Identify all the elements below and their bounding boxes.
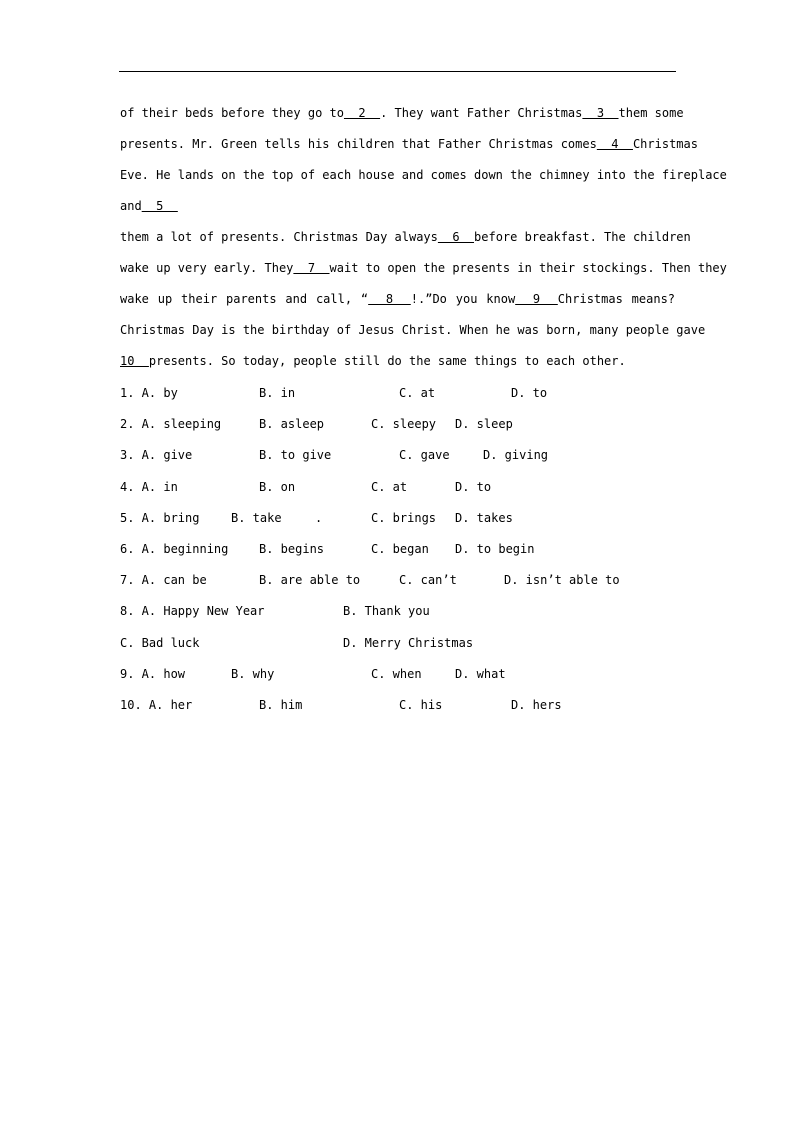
blank-6: 6 xyxy=(437,230,475,244)
passage-line-7: wake up their parents and call, “ 8 !.”Do you know 9 Christmas means? xyxy=(120,292,676,306)
passage-line-9: 10 presents. So today, people still do the same things to each other. xyxy=(120,354,626,368)
passage-line-4: and 5 xyxy=(120,199,178,213)
blank-10: 10 xyxy=(120,354,149,368)
blank-9: 9 xyxy=(515,292,558,306)
passage xyxy=(120,98,727,377)
option-row-7: 7. A. can be B. are able to C. can’t D. isn’t able to xyxy=(120,573,620,588)
blank-7: 7 xyxy=(293,261,330,275)
blank-5: 5 xyxy=(141,199,178,213)
option-row-10: 10. A. her B. him C. his D. hers xyxy=(120,697,562,712)
blank-4: 4 xyxy=(596,137,633,151)
passage-line-2: presents. Mr. Green tells his children that Father Christmas comes 4 Christmas xyxy=(120,137,698,151)
answer-options xyxy=(120,378,675,721)
option-row-8b: C. Bad luck D. Merry Christmas xyxy=(120,635,474,650)
option-row-2: 2. A. sleeping B. asleep C. sleepy D. sleep xyxy=(120,417,513,432)
passage-line-1: of their beds before they go to 2 . They want Father Christmas 3 them some xyxy=(120,106,684,120)
option-row-4: 4. A. in B. on C. at D. to xyxy=(120,479,492,494)
cloze-document xyxy=(120,98,727,721)
passage-line-8: Christmas Day is the birthday of Jesus Christ. When he was born, many people gave xyxy=(120,323,706,337)
option-row-9: 9. A. how B. why C. when D. what xyxy=(120,666,506,681)
option-row-1: 1. A. by B. in C. at D. to xyxy=(120,386,548,400)
passage-line-3: Eve. He lands on the top of each house and comes down the chimney into the fireplace xyxy=(120,168,727,182)
option-row-5: 5. A. bring B. take . C. brings D. takes xyxy=(120,510,513,525)
blank-3: 3 xyxy=(582,106,619,120)
option-row-8: 8. A. Happy New Year B. Thank you xyxy=(120,604,430,619)
passage-line-5: them a lot of presents. Christmas Day always 6 before breakfast. The children xyxy=(120,230,691,244)
option-row-6: 6. A. beginning B. begins C. began D. to begin xyxy=(120,541,535,556)
passage-line-6: wake up very early. They 7 wait to open the presents in their stockings. Then they xyxy=(120,261,727,275)
option-row-3: 3. A. give B. to give C. gave D. giving xyxy=(120,448,549,463)
header-rule xyxy=(119,71,676,72)
blank-2: 2 xyxy=(343,106,381,120)
blank-8: 8 xyxy=(368,292,411,306)
